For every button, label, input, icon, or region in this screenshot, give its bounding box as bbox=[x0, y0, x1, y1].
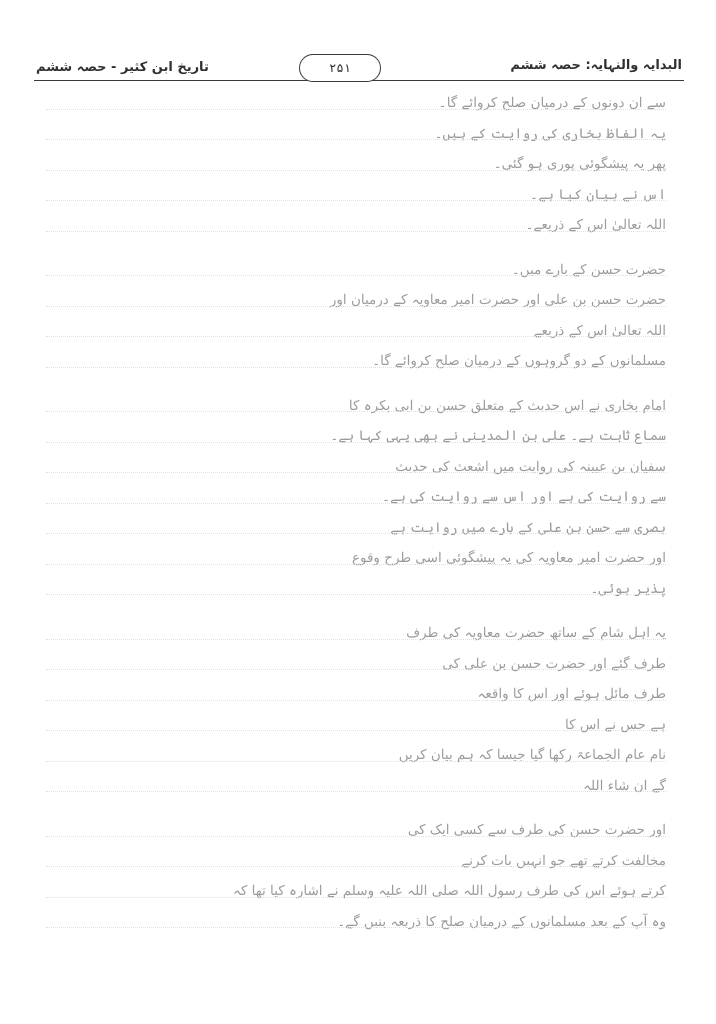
text-line: سے روایت کی ہے اور اس سے روایت کی ہے۔ bbox=[46, 482, 666, 513]
text-line: سے ان دونوں کے درمیان صلح کروائے گا۔ bbox=[46, 88, 666, 119]
text-line: مسلمانوں کے دو گروہوں کے درمیان صلح کروائے گا۔ bbox=[46, 346, 666, 377]
paragraph bbox=[46, 618, 666, 801]
text-line: یہ اہل شام کے ساتھ حضرت معاویہ کی طرف bbox=[46, 618, 666, 649]
text-line: مخالفت کرتے تھے جو انہیں بات کرنے bbox=[46, 846, 666, 877]
text-line: گے ان شاء اللہ bbox=[46, 771, 666, 802]
paragraph bbox=[46, 391, 666, 605]
text-line: امام بخاری نے اس حدیث کے متعلق حسن بن ابی بکرہ کا bbox=[46, 391, 666, 422]
text-line: وہ آپ کے بعد مسلمانوں کے درمیان صلح کا ذریعہ بنیں گے۔ bbox=[46, 907, 666, 938]
book-title: البدایہ والنہایہ: حصہ ششم bbox=[510, 58, 682, 73]
text-line: اللہ تعالیٰ اس کے ذریعے bbox=[46, 316, 666, 347]
text-line: سماع ثابت ہے۔ علی بن المدینی نے بھی یہی کہا ہے۔ bbox=[46, 421, 666, 452]
text-line: بصری سے حسن بن علی کے بارے میں روایت ہے bbox=[46, 513, 666, 544]
text-line: اس نے بیان کیا ہے۔ bbox=[46, 180, 666, 211]
text-line: طرف مائل ہوئے اور اس کا واقعہ bbox=[46, 679, 666, 710]
text-line: کرتے ہوئے اس کی طرف رسول اللہ صلی اللہ علیہ وسلم نے اشارہ کیا تھا کہ bbox=[46, 876, 666, 907]
text-line: یہ الفاظ بخاری کی روایت کے ہیں۔ bbox=[46, 119, 666, 150]
paragraph bbox=[46, 255, 666, 377]
text-line: پھر یہ پیشگوئی پوری ہو گئی۔ bbox=[46, 149, 666, 180]
text-line: اور حضرت امیر معاویہ کی یہ پیشگوئی اسی طرح وقوع bbox=[46, 543, 666, 574]
section-title: تاریخ ابن کثیر - حصہ ششم bbox=[36, 60, 209, 75]
text-line: نام عام الجماعۃ رکھا گیا جیسا کہ ہم بیان کریں bbox=[46, 740, 666, 771]
text-line: حضرت حسن بن علی اور حضرت امیر معاویہ کے درمیان اور bbox=[46, 285, 666, 316]
paragraph bbox=[46, 88, 666, 241]
text-line: طرف گئے اور حضرت حسن بن علی کی bbox=[46, 649, 666, 680]
page-number: ۲۵۱ bbox=[299, 54, 381, 82]
text-line: پذیر ہوئی۔ bbox=[46, 574, 666, 605]
text-line: اللہ تعالیٰ اس کے ذریعے۔ bbox=[46, 210, 666, 241]
text-line: سفیان بن عیینہ کی روایت میں اشعث کی حدیث bbox=[46, 452, 666, 483]
text-line: حضرت حسن کے بارے میں۔ bbox=[46, 255, 666, 286]
page-header bbox=[34, 52, 684, 86]
paragraph bbox=[46, 815, 666, 937]
text-line: اور حضرت حسن کی طرف سے کسی ایک کی bbox=[46, 815, 666, 846]
body-text bbox=[46, 88, 666, 951]
text-line: ہے جس نے اس کا bbox=[46, 710, 666, 741]
